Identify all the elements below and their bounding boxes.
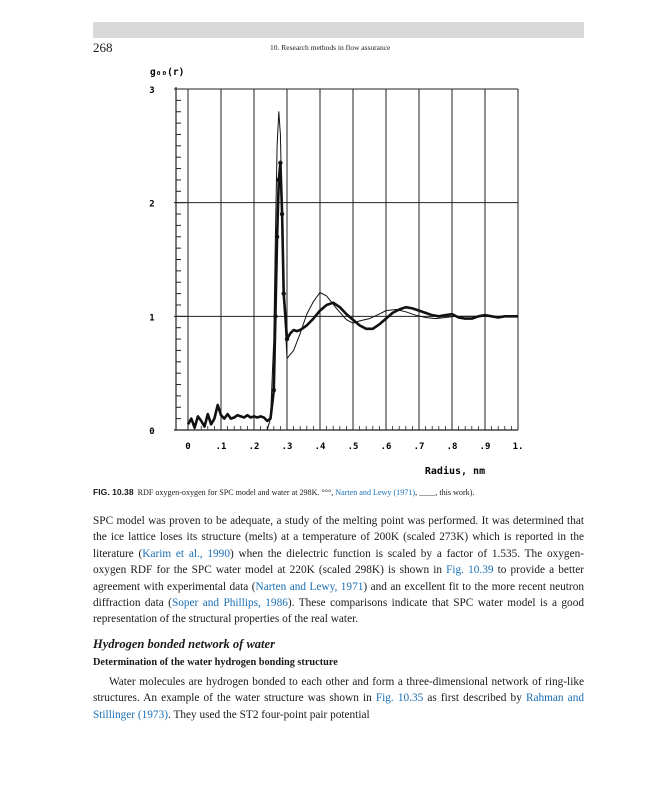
data-point bbox=[277, 178, 281, 182]
x-tick-label: 0 bbox=[185, 442, 191, 452]
x-tick-label: .7 bbox=[413, 442, 425, 452]
paragraph-text: Water molecules are hydrogen bonded to each other and form a three-dimensional network of ring-like structures. An example of the water structure was shown in bbox=[93, 676, 584, 705]
citation-link[interactable]: Narten and Lewy, 1971 bbox=[255, 580, 364, 593]
data-point bbox=[282, 291, 286, 295]
data-point bbox=[272, 388, 276, 392]
paragraph-text: to provide a better agreement with experimental data ( bbox=[93, 564, 584, 593]
x-axis-title: Radius, nm bbox=[424, 466, 486, 477]
chart-axes bbox=[174, 87, 518, 430]
y-tick-label: 2 bbox=[149, 199, 155, 210]
x-tick-label: 1. bbox=[512, 442, 524, 452]
y-tick-label: 0 bbox=[149, 427, 155, 437]
y-axis-title: g₀₀(r) bbox=[150, 67, 185, 78]
figure-link[interactable]: Fig. 10.35 bbox=[375, 692, 424, 705]
paragraph-text: . They used the ST2 four-point pair potential bbox=[168, 708, 370, 721]
caption-text: RDF oxygen-oxygen for SPC model and water at 298K. °°°, bbox=[137, 488, 336, 497]
figure-caption bbox=[93, 487, 588, 498]
x-tick-label: .1 bbox=[215, 442, 227, 452]
y-tick-label: 1 bbox=[149, 313, 155, 324]
paragraph-text: ) when the dielectric function is scaled by a factor of 1.535. The oxygen-oxygen RDF for the SPC water model at 220K (scaled 298K) is shown in bbox=[93, 547, 584, 577]
page-number: 268 bbox=[93, 40, 113, 55]
data-point bbox=[285, 337, 289, 341]
paragraph-text: as first described by bbox=[423, 692, 526, 705]
chart-grid bbox=[174, 89, 518, 430]
x-tick-label: .3 bbox=[281, 442, 293, 452]
caption-label: FIG. 10.38 bbox=[93, 487, 134, 497]
data-point bbox=[280, 212, 284, 216]
x-tick-label: .6 bbox=[380, 442, 392, 452]
figure-link[interactable]: Fig. 10.39 bbox=[446, 564, 494, 577]
data-point bbox=[278, 161, 282, 165]
citation-link[interactable]: Rahman and Stillinger (1973) bbox=[93, 692, 584, 721]
paragraph-text: SPC model was proven to be adequate, a study of the melting point was performed. It was determined that the ice lattice loses its structure (melts) at a temperature of 200K (scaled 273K) which is reported in the literature ( bbox=[93, 515, 584, 560]
x-tick-label: .2 bbox=[248, 442, 260, 452]
body-paragraph-2 bbox=[93, 674, 584, 723]
data-point bbox=[273, 314, 277, 318]
paragraph-text: ) and an excellent fit to the more recent neutron diffraction data ( bbox=[93, 580, 584, 610]
x-tick-label: .9 bbox=[479, 442, 491, 452]
paragraph-text: ). These comparisons indicate that SPC water model is a good representation of the structural properties of the real water. bbox=[93, 597, 584, 626]
chart-labels bbox=[149, 67, 523, 477]
subsection-heading: Determination of the water hydrogen bonding structure bbox=[93, 657, 338, 668]
x-tick-label: .8 bbox=[446, 442, 458, 452]
caption-link[interactable]: Narten and Lewy (1971) bbox=[335, 488, 416, 497]
caption-text-end: , ____, this work). bbox=[415, 488, 475, 497]
running-head: 10. Research methods in flow assurance bbox=[270, 43, 391, 52]
series-line-spc bbox=[267, 112, 518, 430]
x-tick-label: .5 bbox=[347, 442, 359, 452]
citation-link[interactable]: Soper and Phillips, 1986 bbox=[171, 597, 288, 610]
data-point bbox=[275, 235, 279, 239]
x-tick-label: .4 bbox=[314, 442, 326, 452]
section-heading: Hydrogen bonded network of water bbox=[93, 637, 275, 651]
citation-link[interactable]: Karim et al., 1990 bbox=[142, 547, 230, 560]
y-tick-label: 3 bbox=[149, 86, 155, 96]
body-paragraph-1 bbox=[93, 513, 584, 628]
